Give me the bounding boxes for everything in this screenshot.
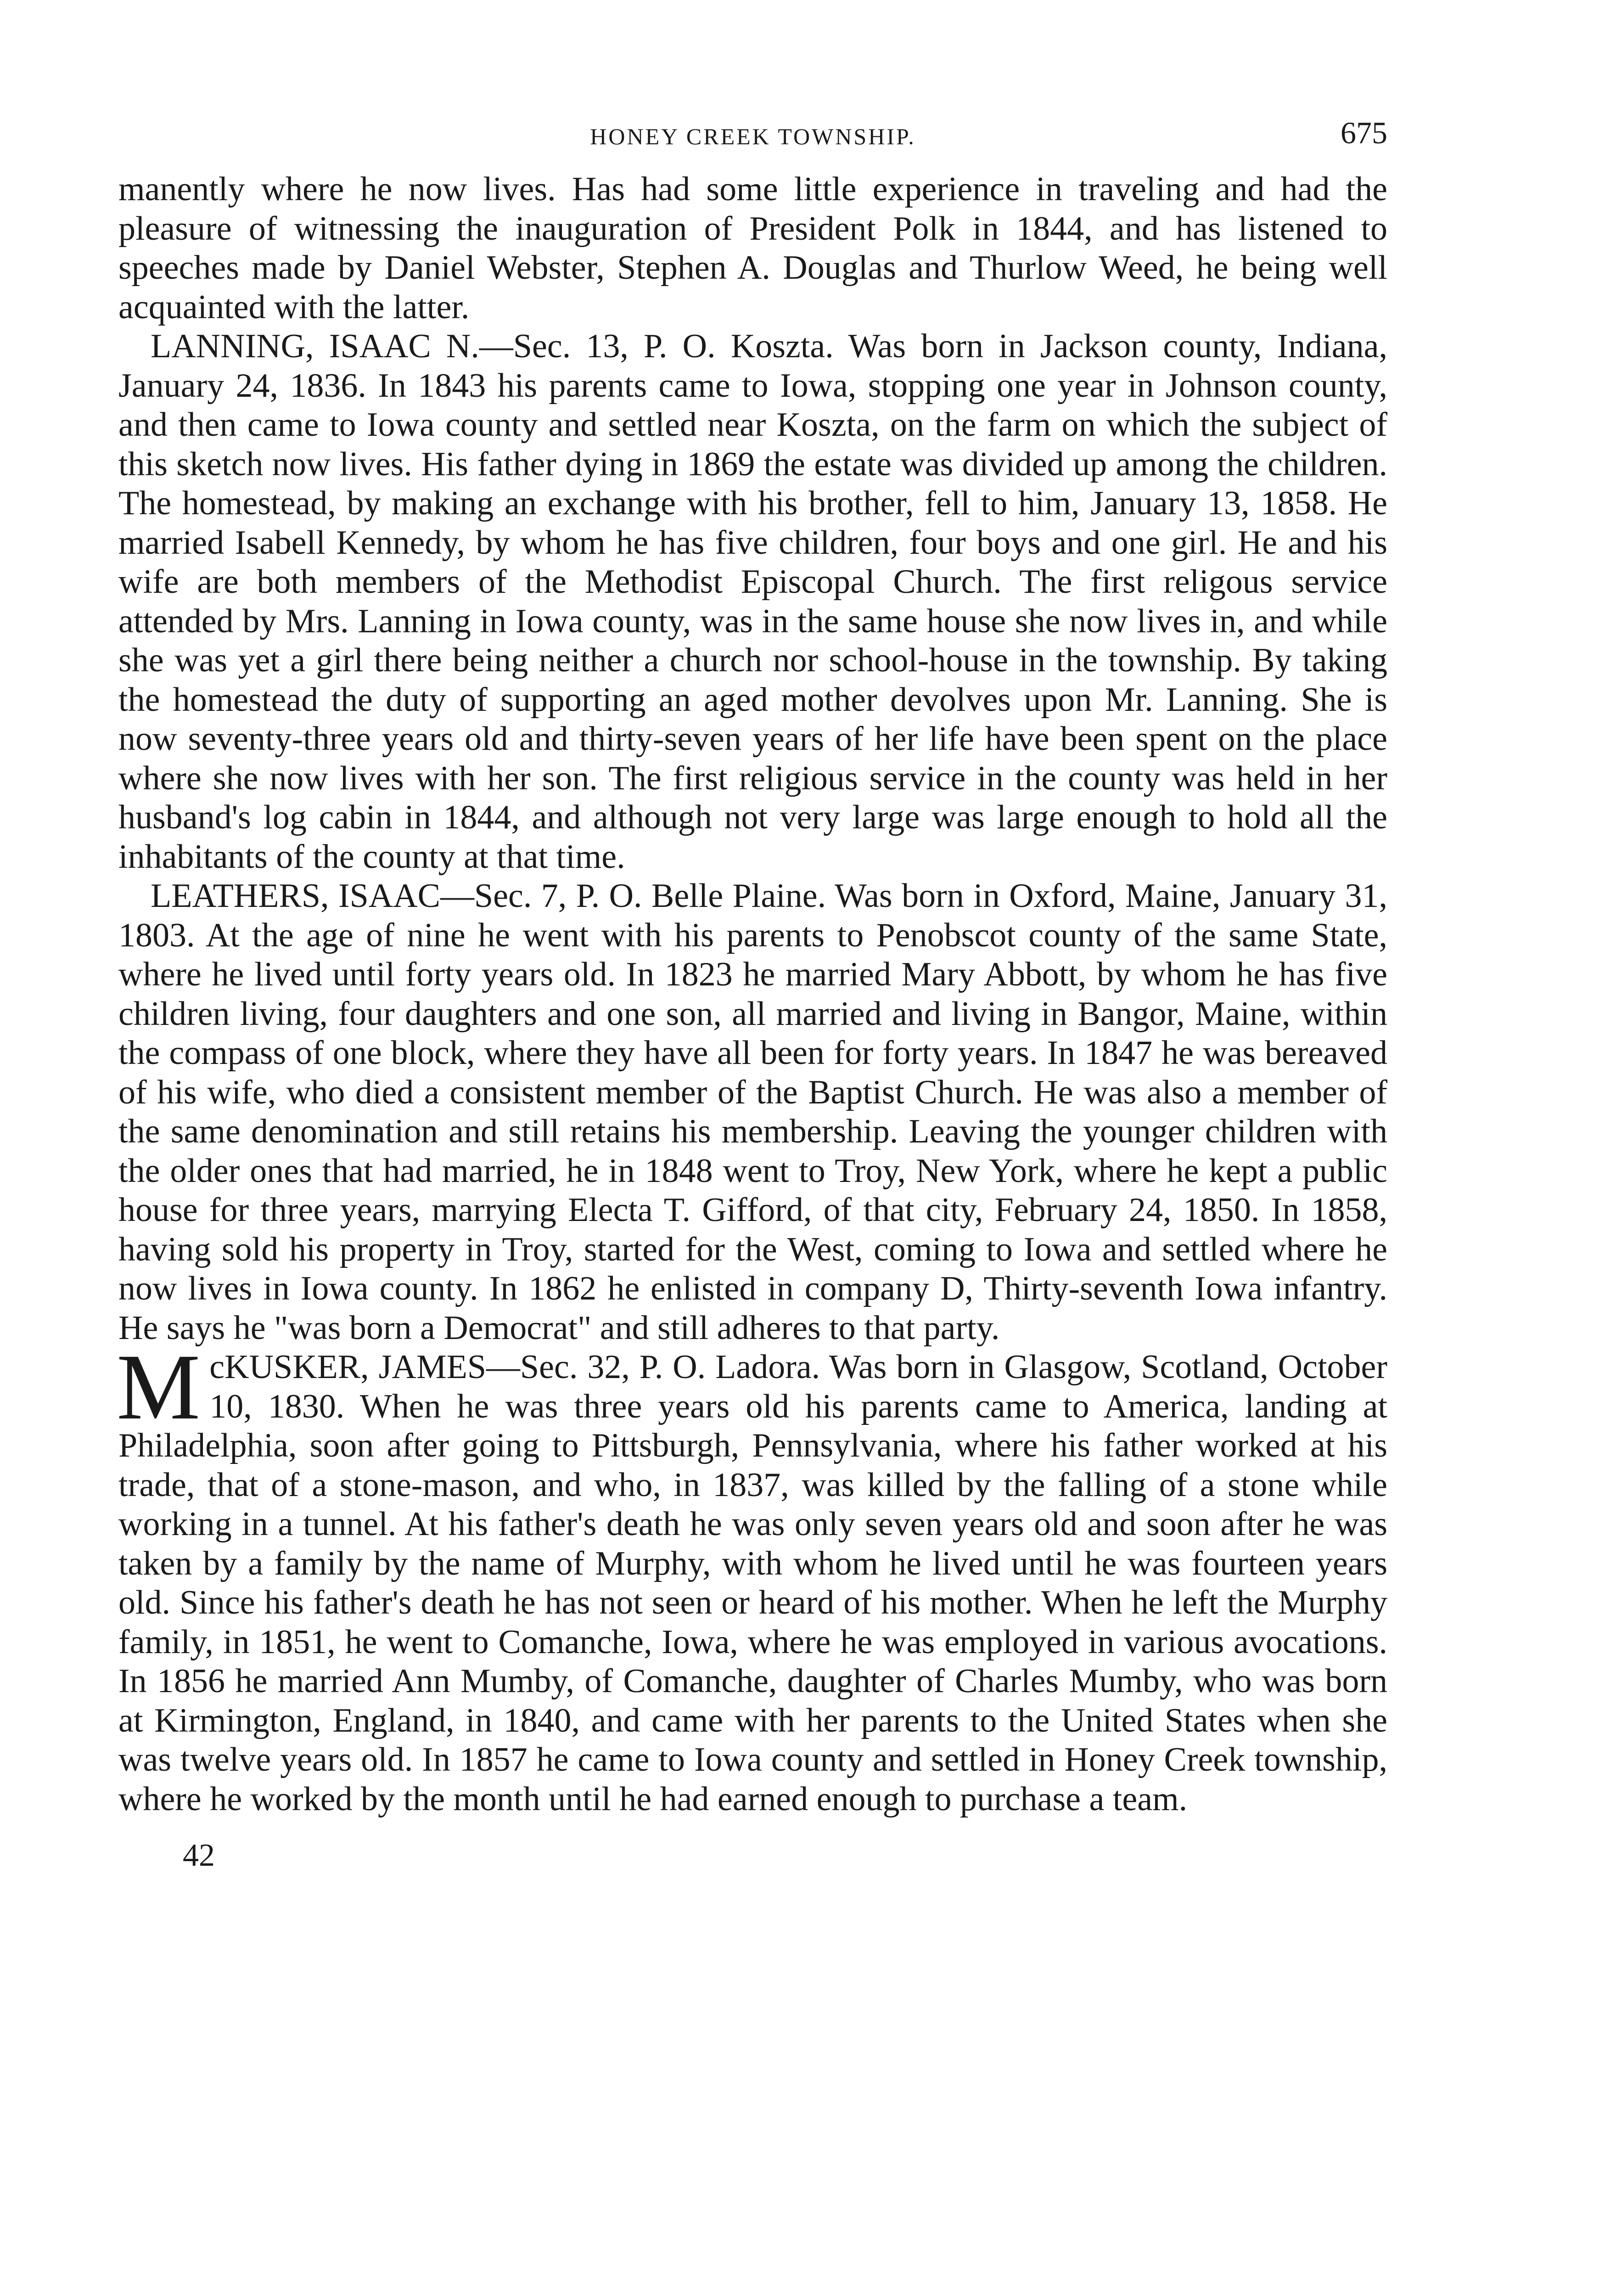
book-page <box>118 115 1387 1874</box>
biography-lanning: LANNING, ISAAC N.—Sec. 13, P. O. Koszta. Was born in Jackson county, Indiana, January 24, 1836. In 1843 his parents came to Iowa, stopping one year in Johnson county, and then came to Iowa county and settled near Koszta, on the farm on which the subject of this sketch now lives. His father dying in 1869 the estate was divided up among the children. The homestead, by making an exchange with his brother, fell to him, January 13, 1858. He married Isabell Kennedy, by whom he has five children, four boys and one girl. He and his wife are both members of the Methodist Episcopal Church. The first religous service attended by Mrs. Lanning in Iowa county, was in the same house she now lives in, and while she was yet a girl there being neither a church nor school-house in the township. By taking the homestead the duty of supporting an aged mother devolves upon Mr. Lanning. She is now seventy-three years old and thirty-seven years of her life have been spent on the place where she now lives with her son. The first religious service in the county was held in her husband's log cabin in 1844, and although not very large was large enough to hold all the inhabitants of the county at that time. <box>118 327 1387 876</box>
paragraph-continuation: manently where he now lives. Has had some little experience in traveling and had the pleasure of witnessing the inauguration of President Polk in 1844, and has listened to speeches made by Daniel Webster, Stephen A. Douglas and Thurlow Weed, he being well acquainted with the latter. <box>118 170 1387 326</box>
page-number: 675 <box>1341 115 1387 150</box>
biography-mckusker-text: cKUSKER, JAMES—Sec. 32, P. O. Ladora. Was born in Glasgow, Scotland, October 10, 1830. When he was three years old his parents came to America, landing at Philadelphia, soon after going to Pittsburgh, Pennsylvania, where his father worked at his trade, that of a stone-mason, and who, in 1837, was killed by the falling of a stone while working in a tunnel. At his father's death he was only seven years old and soon after he was taken by a family by the name of Murphy, with whom he lived until he was fourteen years old. Since his father's death he has not seen or heard of his mother. When he left the Murphy family, in 1851, he went to Comanche, Iowa, where he was employed in various avocations. In 1856 he married Ann Mumby, of Comanche, daughter of Charles Mumby, who was born at Kirmington, England, in 1840, and came with her parents to the United States when she was twelve years old. In 1857 he came to Iowa county and settled in Honey Creek township, where he worked by the month until he had earned enough to purchase a team. <box>118 1348 1387 1818</box>
biography-leathers: LEATHERS, ISAAC—Sec. 7, P. O. Belle Plaine. Was born in Oxford, Maine, January 31, 1803. At the age of nine he went with his parents to Penobscot county of the same State, where he lived until forty years old. In 1823 he married Mary Abbott, by whom he has five children living, four daughters and one son, all married and living in Bangor, Maine, within the compass of one block, where they have all been for forty years. In 1847 he was bereaved of his wife, who died a consistent member of the Baptist Church. He was also a member of the same denomination and still retains his membership. Leaving the younger children with the older ones that had married, he in 1848 went to Troy, New York, where he kept a public house for three years, marrying Electa T. Gifford, of that city, February 24, 1850. In 1858, having sold his property in Troy, started for the West, coming to Iowa and settled where he now lives in Iowa county. In 1862 he enlisted in company D, Thirty-seventh Iowa infantry. He says he "was born a Democrat" and still adheres to that party. <box>118 877 1387 1347</box>
biography-mckusker <box>117 1335 1387 1819</box>
signature-mark: 42 <box>183 1838 215 1873</box>
page-body <box>118 170 1387 1819</box>
running-title: HONEY CREEK TOWNSHIP. <box>590 124 916 149</box>
page-header <box>118 115 1387 170</box>
drop-cap-initial: M <box>117 1335 201 1439</box>
